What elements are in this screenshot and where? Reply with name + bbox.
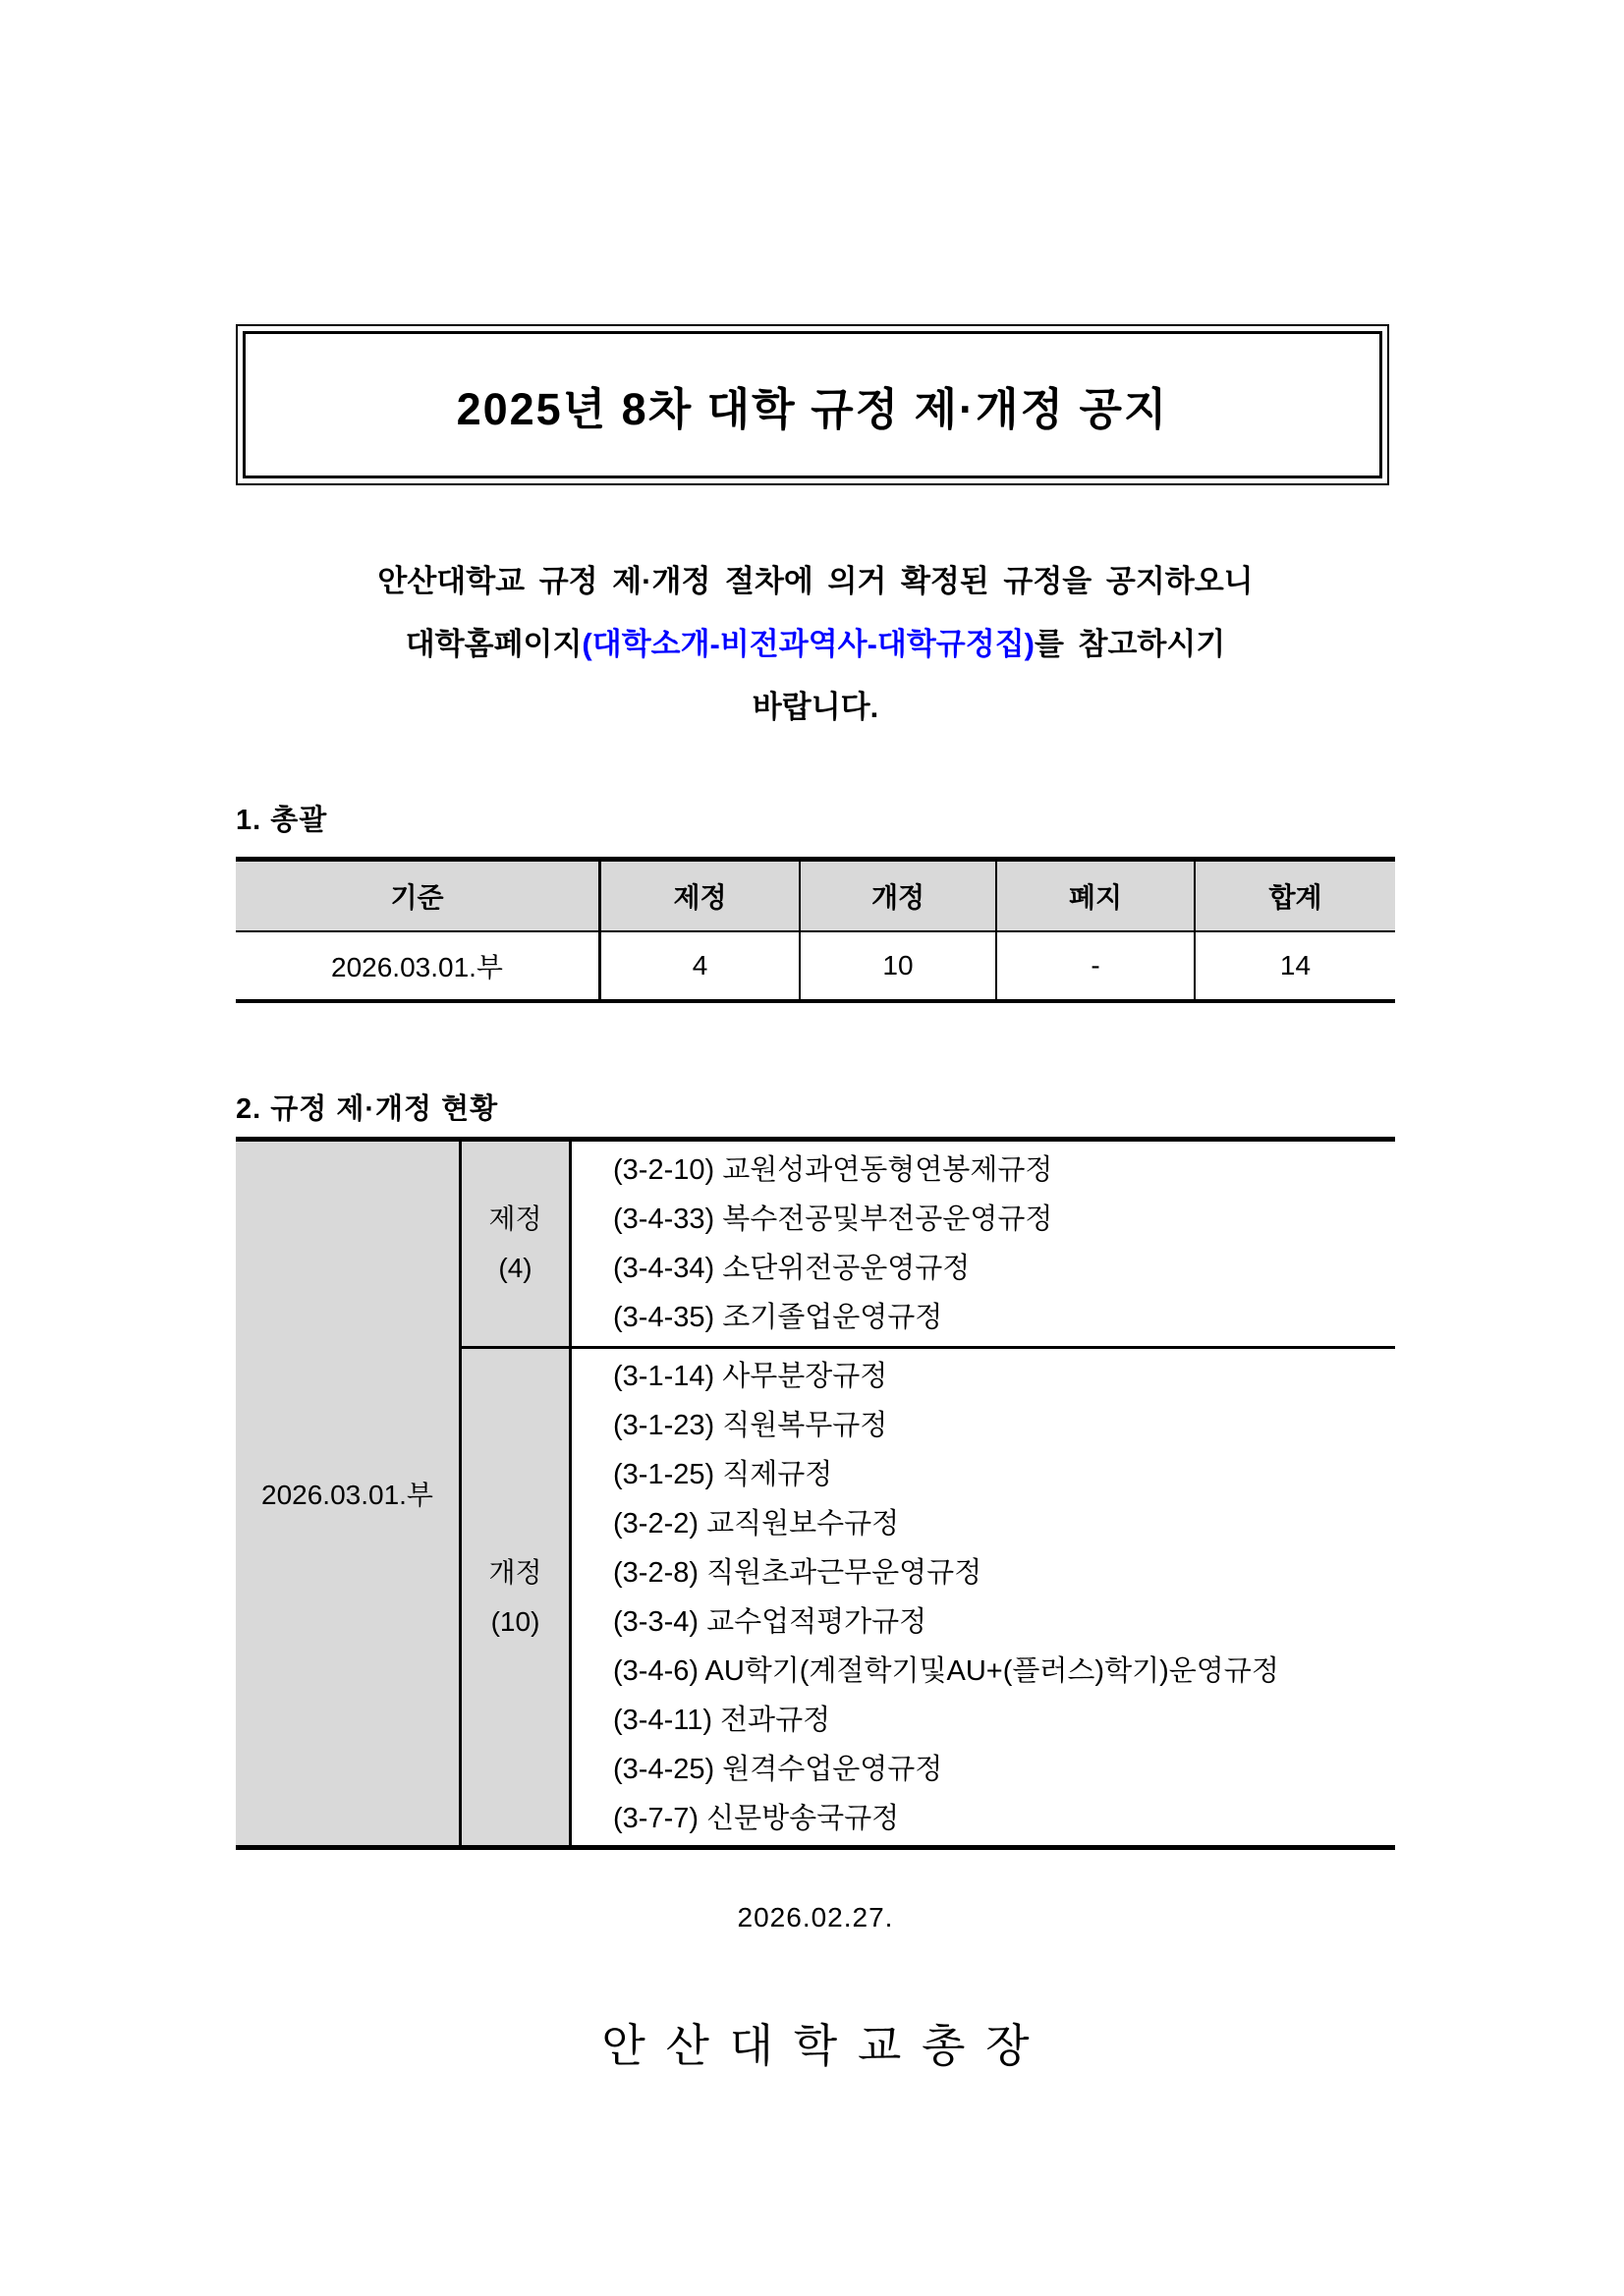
regulation-item: (3-2-10) 교원성과연동형연봉제규정 — [613, 1154, 1053, 1186]
summary-header-cell: 합계 — [1268, 882, 1322, 913]
enactment-count-label: (4) — [498, 1253, 532, 1283]
regulation-item: (3-4-25) 원격수업운영규정 — [613, 1753, 943, 1785]
regulation-item: (3-7-7) 신문방송국규정 — [613, 1802, 900, 1834]
regulation-table — [236, 1137, 1395, 1850]
amendment-row — [462, 1349, 1395, 1845]
enactment-row — [462, 1142, 1395, 1349]
effective-date-cell: 2026.03.01.부 — [236, 1142, 462, 1845]
regulation-item: (3-4-6) AU학기(계절학기및AU+(플러스)학기)운영규정 — [613, 1654, 1279, 1687]
regulation-item: (3-4-35) 조기졸업운영규정 — [613, 1302, 943, 1333]
regulation-item: (3-2-2) 교직원보수규정 — [613, 1507, 900, 1540]
summary-table-header-row — [236, 862, 1395, 932]
document-date: 2026.02.27. — [737, 1902, 894, 1932]
page-title: 2025년 8차 대학 규정 제·개정 공지 — [456, 383, 1169, 434]
regulation-item: (3-1-14) 사무분장규정 — [613, 1360, 888, 1392]
title-box-inner-border — [243, 331, 1382, 478]
regulation-item: (3-3-4) 교수업적평가규정 — [613, 1605, 927, 1638]
title-box — [236, 324, 1389, 485]
regulation-table-right — [462, 1142, 1395, 1845]
summary-data-cell: 2026.03.01.부 — [236, 932, 601, 999]
enactment-type-label: 제정 — [488, 1204, 542, 1234]
regulation-item: (3-1-25) 직제규정 — [613, 1458, 833, 1490]
intro-line-2 — [236, 613, 1395, 676]
document-content — [236, 0, 1395, 2296]
intro-line-1: 안산대학교 규정 제·개정 절차에 의거 확정된 규정을 공지하오니 — [377, 564, 1254, 598]
summary-table — [236, 857, 1395, 1003]
amendment-count-label: (10) — [490, 1605, 540, 1637]
summary-data-cell: 14 — [1279, 950, 1312, 980]
summary-data-cell: - — [997, 932, 1196, 999]
summary-data-cell: 10 — [801, 932, 997, 999]
regulation-item: (3-2-8) 직원초과근무운영규정 — [613, 1556, 982, 1589]
intro-line-2-post: 를 참고하시기 — [1034, 627, 1226, 661]
section1-heading: 1. 총괄 — [236, 805, 328, 836]
intro-line-2-pre: 대학홈페이지 — [405, 627, 583, 661]
homepage-path-link[interactable]: (대학소개-비전과역사-대학규정집) — [582, 627, 1035, 661]
amendment-type-cell — [462, 1349, 572, 1845]
intro-paragraph — [236, 550, 1395, 739]
regulation-item: (3-1-23) 직원복무규정 — [613, 1409, 888, 1441]
regulation-item: (3-4-34) 소단위전공운영규정 — [613, 1253, 971, 1284]
summary-header-cell: 제정 — [601, 862, 801, 930]
intro-line-3: 바랍니다. — [752, 690, 879, 724]
summary-header-cell: 개정 — [801, 862, 997, 930]
regulation-item: (3-4-33) 복수전공및부전공운영규정 — [613, 1204, 1053, 1235]
enactment-type-cell — [462, 1142, 572, 1346]
enactment-items-cell — [572, 1142, 1395, 1346]
summary-data-cell: 4 — [601, 932, 801, 999]
amendment-type-label: 개정 — [488, 1556, 542, 1588]
president-signature: 안산대학교총장 — [601, 2020, 1050, 2071]
section2-heading: 2. 규정 제·개정 현황 — [236, 1093, 499, 1125]
summary-table-data-row — [236, 932, 1395, 999]
summary-header-cell: 폐지 — [997, 862, 1196, 930]
summary-header-cell: 기준 — [236, 862, 601, 930]
regulation-item: (3-4-11) 전과규정 — [613, 1704, 831, 1736]
amendment-items-cell — [572, 1349, 1395, 1845]
